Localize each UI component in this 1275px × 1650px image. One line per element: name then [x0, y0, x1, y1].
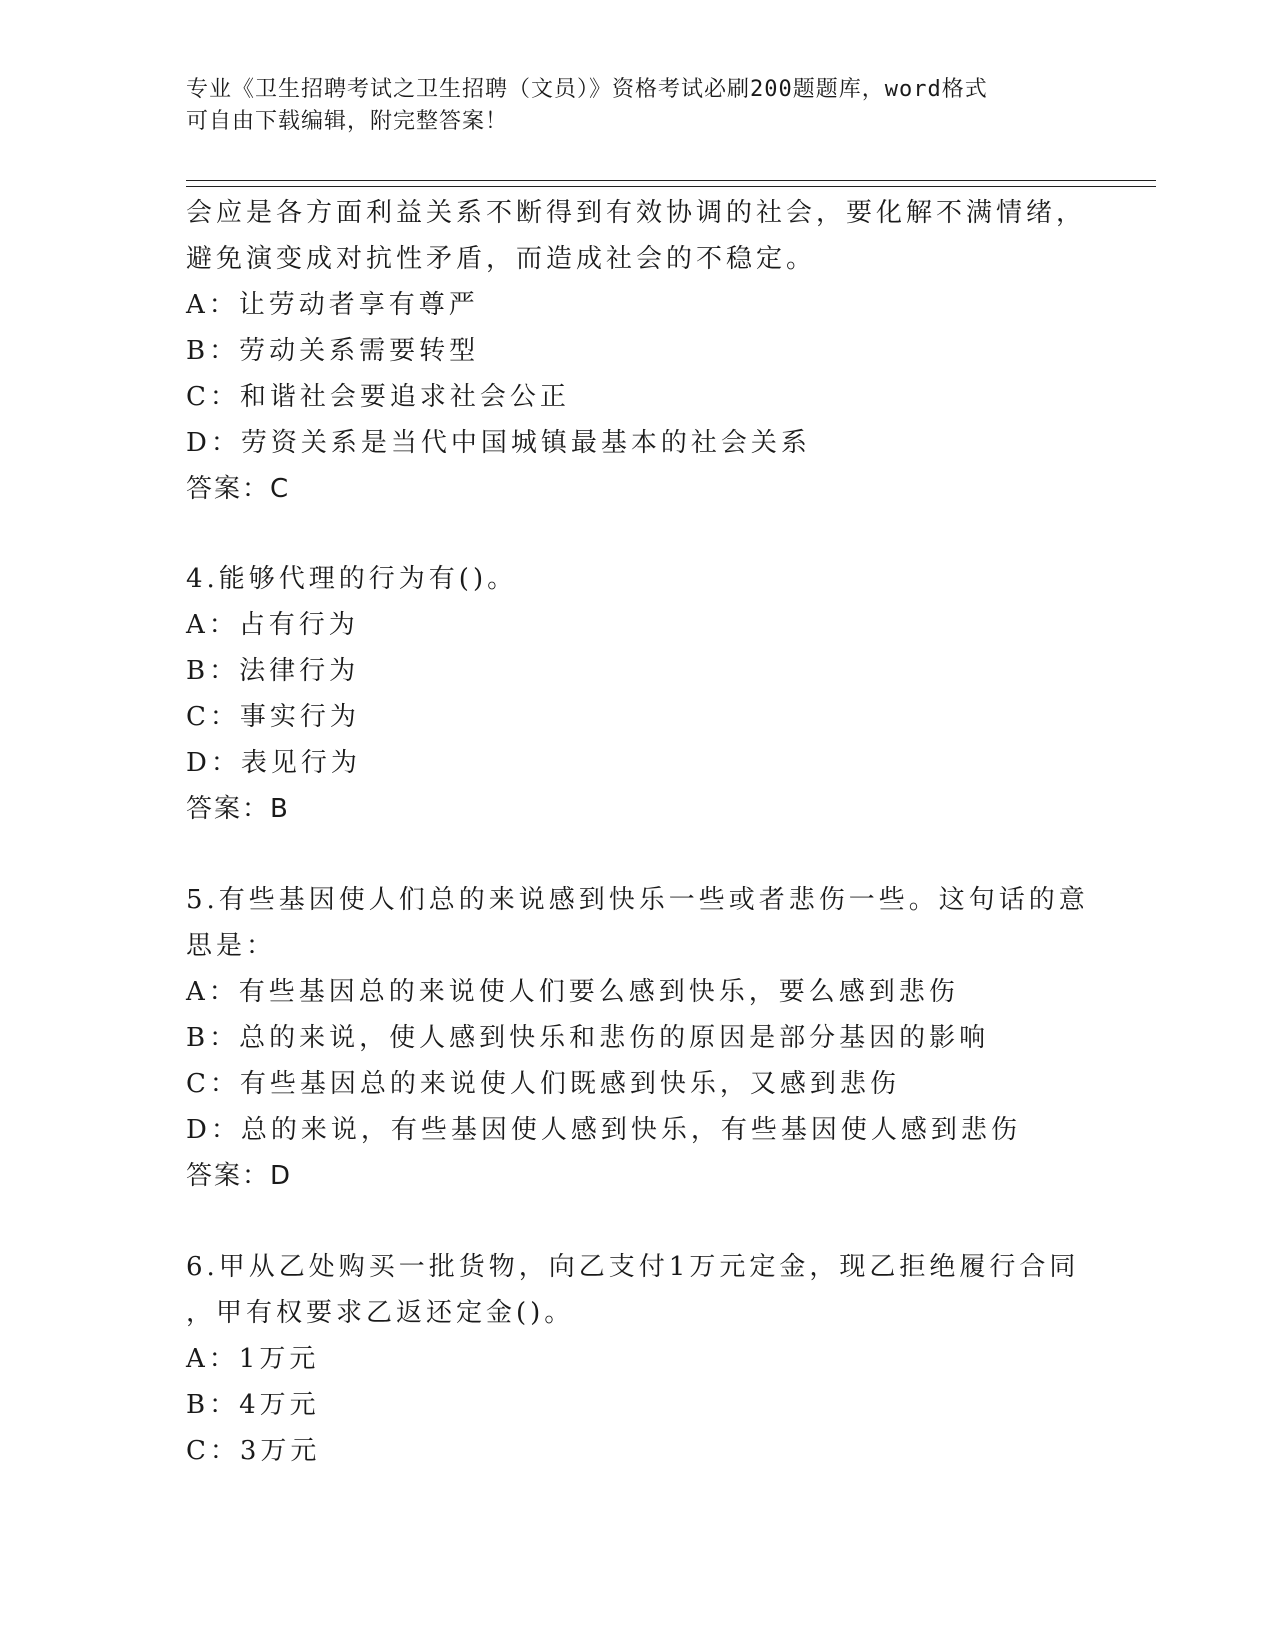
answer-line: 答案：C: [186, 474, 291, 504]
question-spacer: [186, 512, 1156, 556]
question-6-block: [186, 1244, 1156, 1474]
option-a: A：让劳动者享有尊严: [186, 290, 479, 320]
question-text-line: 会应是各方面利益关系不断得到有效协调的社会，要化解不满情绪，: [186, 198, 1087, 228]
question-list: [186, 190, 1156, 1474]
header-divider-top: [186, 180, 1156, 181]
header-divider-bottom: [186, 186, 1156, 187]
header-title-line-2: 可自由下载编辑，附完整答案！: [186, 109, 509, 134]
option-b: B：法律行为: [186, 656, 360, 686]
question-text-line: 4.能够代理的行为有()。: [186, 564, 518, 594]
question-4-block: [186, 556, 1156, 832]
question-text-line: 5.有些基因使人们总的来说感到快乐一些或者悲伤一些。这句话的意: [186, 885, 1089, 915]
document-header: [186, 74, 1086, 138]
option-a: A：占有行为: [186, 610, 359, 640]
option-b: B：4万元: [186, 1390, 320, 1420]
option-c: C：事实行为: [186, 702, 360, 732]
answer-line: 答案：D: [186, 1161, 293, 1191]
option-d: D：总的来说，有些基因使人感到快乐，有些基因使人感到悲伤: [186, 1115, 1021, 1145]
option-c: C：和谐社会要追求社会公正: [186, 382, 570, 412]
option-d: D：表见行为: [186, 748, 361, 778]
option-c: C：有些基因总的来说使人们既感到快乐，又感到悲伤: [186, 1069, 900, 1099]
question-5-block: [186, 877, 1156, 1199]
option-b: B：总的来说，使人感到快乐和悲伤的原因是部分基因的影响: [186, 1023, 990, 1053]
question-text-line: ，甲有权要求乙返还定金()。: [186, 1298, 575, 1328]
question-text-line: 6.甲从乙处购买一批货物，向乙支付1万元定金，现乙拒绝履行合同: [186, 1252, 1080, 1282]
option-b: B：劳动关系需要转型: [186, 336, 480, 366]
question-spacer: [186, 1199, 1156, 1244]
answer-line: 答案：B: [186, 794, 290, 824]
option-d: D：劳资关系是当代中国城镇最基本的社会关系: [186, 428, 811, 458]
question-spacer: [186, 832, 1156, 877]
option-a: A：有些基因总的来说使人们要么感到快乐，要么感到悲伤: [186, 977, 959, 1007]
header-title-line-1: 专业《卫生招聘考试之卫生招聘（文员）》资格考试必刷200题题库，word格式: [186, 77, 988, 102]
question-3-block: [186, 190, 1156, 512]
option-c: C：3万元: [186, 1436, 321, 1466]
question-text-line: 避免演变成对抗性矛盾，而造成社会的不稳定。: [186, 244, 817, 274]
question-text-line: 思是：: [186, 931, 277, 961]
option-a: A：1万元: [186, 1344, 320, 1374]
